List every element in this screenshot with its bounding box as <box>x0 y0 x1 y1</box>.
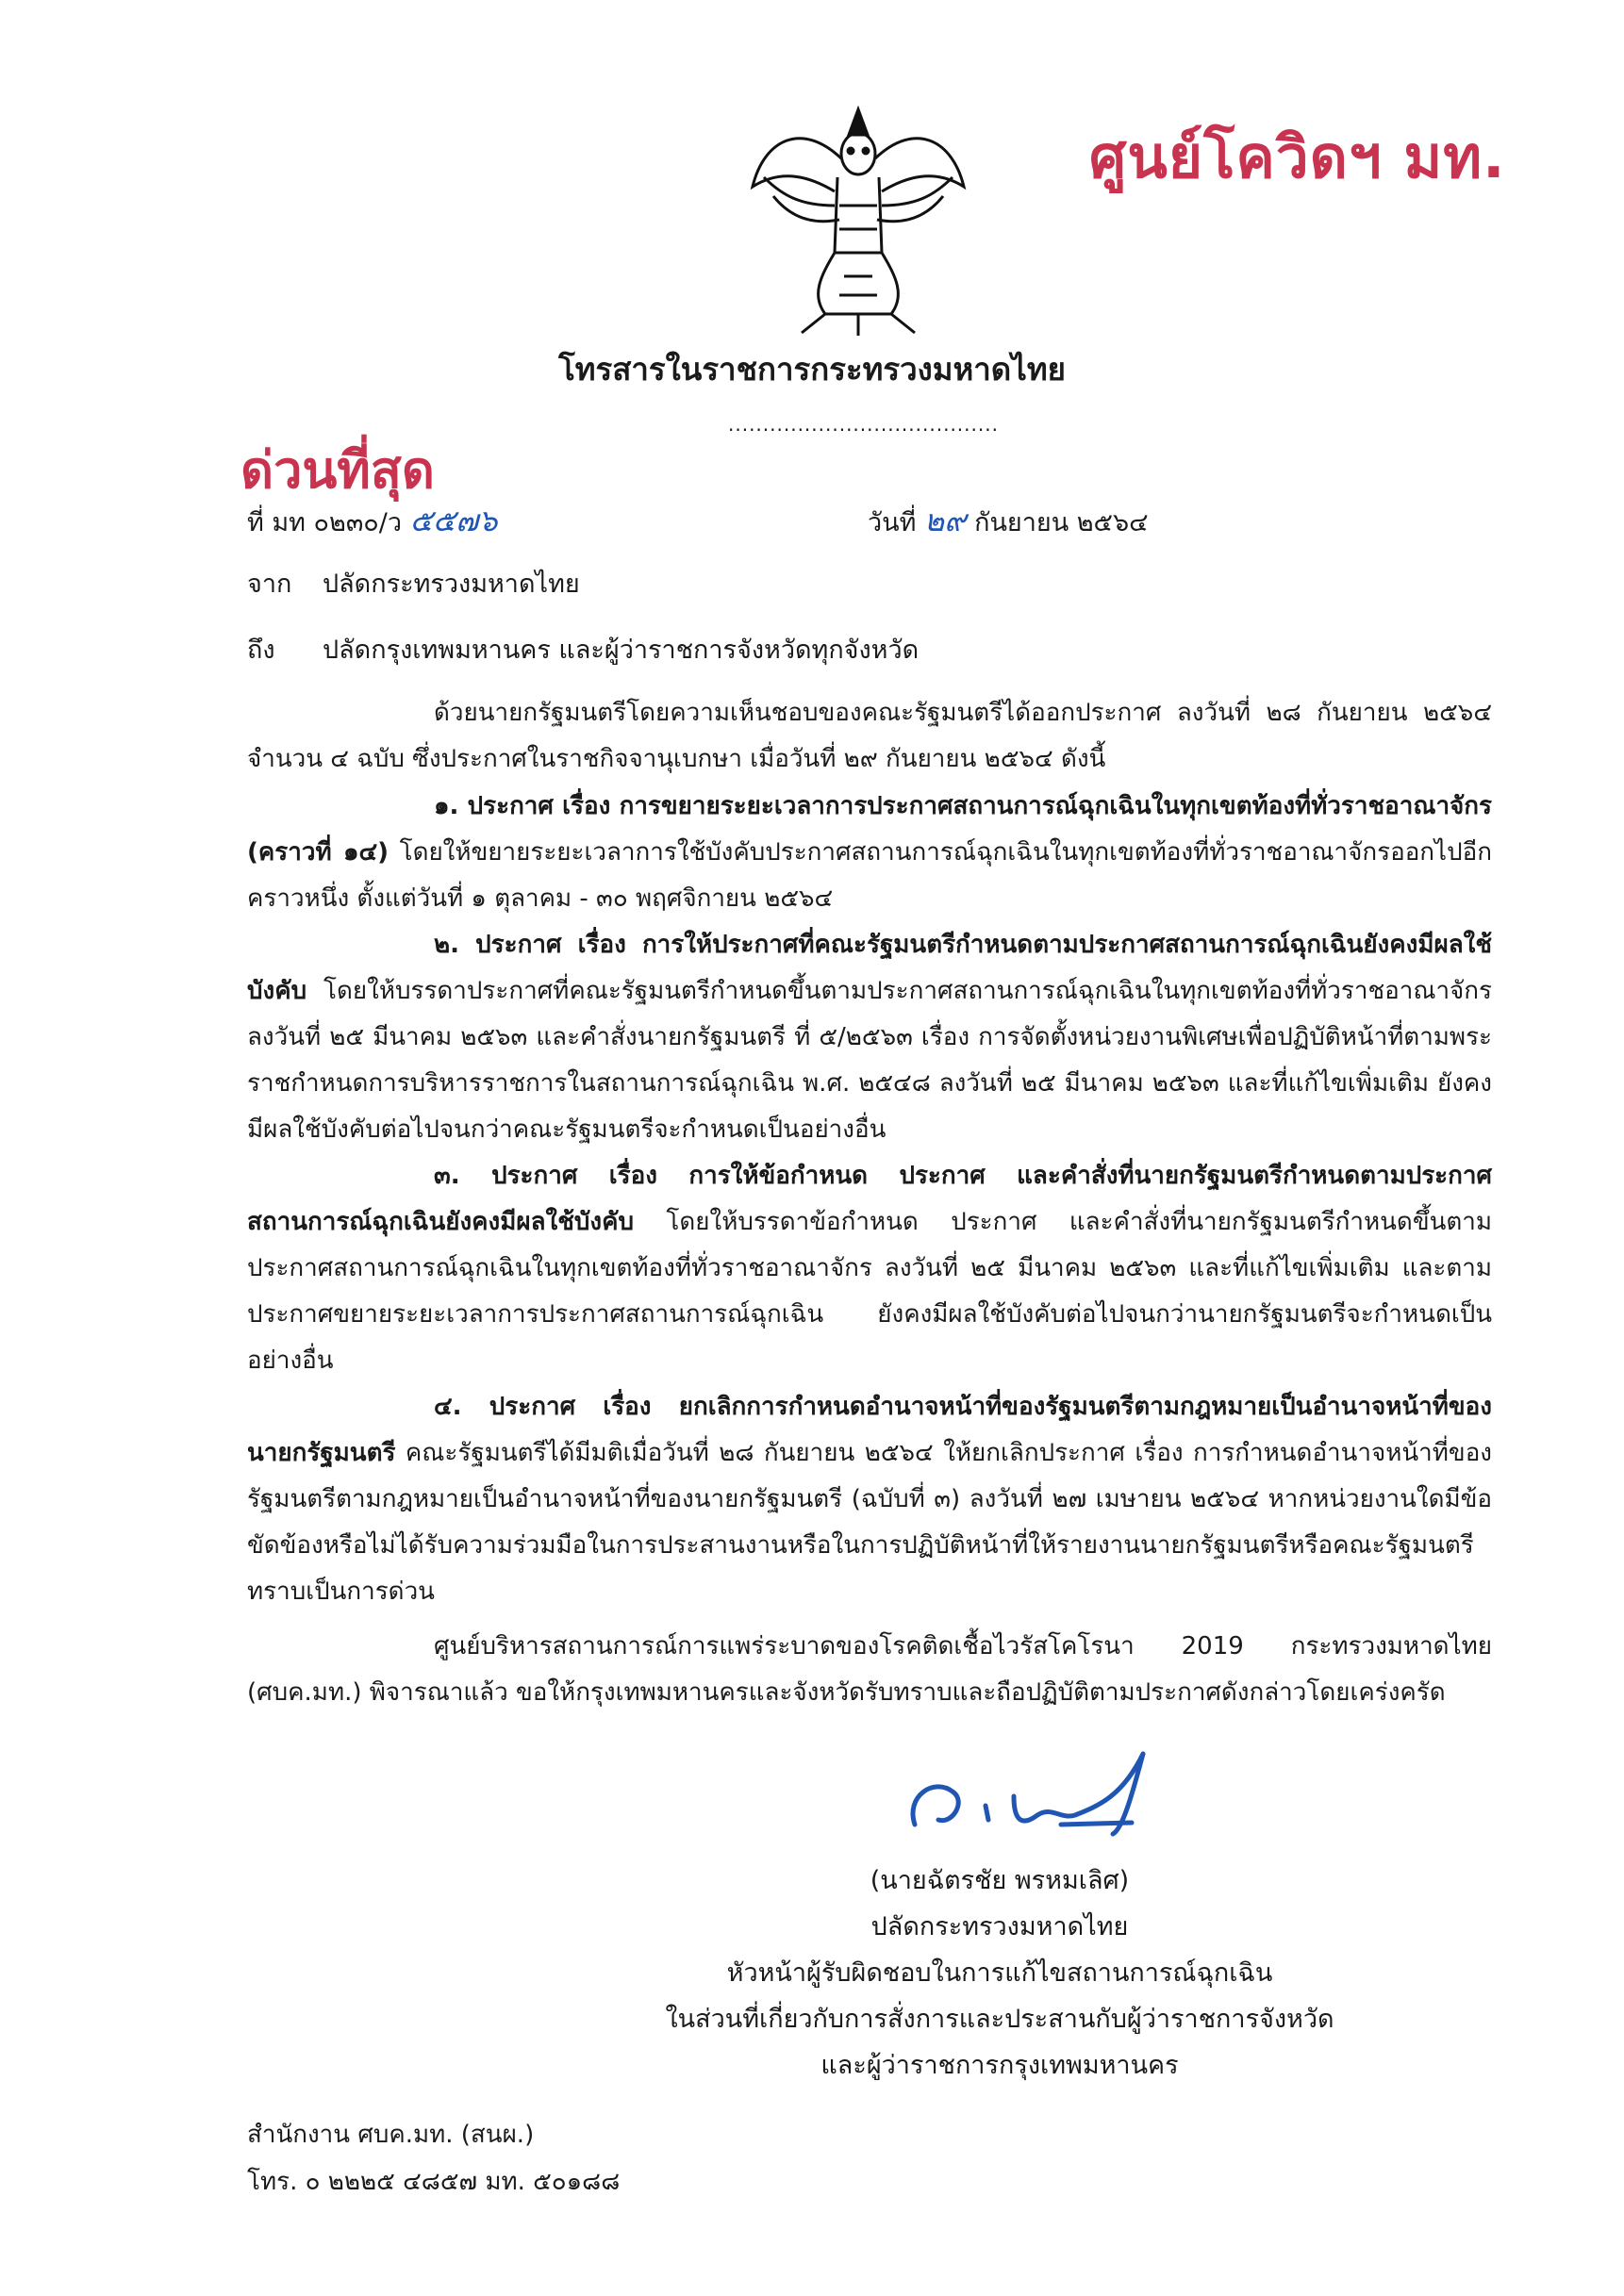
footer-phone: โทร. ๐ ๒๒๒๕ ๔๘๕๗ มท. ๕๐๑๘๘ <box>247 2168 621 2196</box>
signatory-title-1: ปลัดกระทรวงมหาดไทย <box>870 1912 1129 1941</box>
signatory-title-4: และผู้ว่าราชการกรุงเทพมหานคร <box>820 2051 1179 2080</box>
footer-office: สำนักงาน ศบค.มท. (สนผ.) <box>247 2121 535 2149</box>
to-line: ถึง ปลัดกรุงเทพมหานคร และผู้ว่าราชการจังหวัดทุกจังหวัด <box>247 636 920 665</box>
document-title: โทรสารในราชการกระทรวงมหาดไทย <box>558 351 1066 388</box>
item-4-paragraph: ๔. ประกาศ เรื่อง ยกเลิกการกำหนดอำนาจหน้าที่ของรัฐมนตรีตามกฎหมายเป็นอำนาจหน้าที่ของนายกรัฐมนตรี คณะรัฐมนตรีได้มีมติเมื่อวันที่ ๒๘ กันยายน ๒๕๖๔ ให้ยกเลิกประกาศ เรื่อง การกำหนดอำนาจหน้าที่ของรัฐมนตรีตามกฎหมายเป็นอำนาจหน้าที่ของนายกรัฐมนตรี (ฉบับที่ ๓) ลงวันที่ ๒๗ เมษายน ๒๕๖๔ หากหน่วยงานใดมีข้อขัดข้องหรือไม่ได้รับความร่วมมือในการประสานงานหรือในการปฏิบัติหน้าที่ให้รายงานนายกรัฐมนตรีหรือคณะรัฐมนตรีทราบเป็นการด่วน <box>247 1393 1492 1606</box>
signatory-name: (นายฉัตรชัย พรหมเลิศ) <box>870 1866 1130 1895</box>
from-line: จาก ปลัดกระทรวงมหาดไทย <box>247 570 580 599</box>
urgency-stamp: ด่วนที่สุด <box>240 440 435 500</box>
date-handwritten-day: ๒๙ <box>924 503 967 538</box>
item-1-paragraph: ๑. ประกาศ เรื่อง การขยายระยะเวลาการประกาศสถานการณ์ฉุกเฉินในทุกเขตท้องที่ทั่วราชอาณาจักร (คราวที่ ๑๔) โดยให้ขยายระยะเวลาการใช้บังคับประกาศสถานการณ์ฉุกเฉินในทุกเขตท้องที่ทั่วราชอาณาจักรออกไปอีกคราวหนึ่ง ตั้งแต่วันที่ ๑ ตุลาคม - ๓๐ พฤศจิกายน ๒๕๖๔ <box>247 792 1492 913</box>
signatory-title-2: หัวหน้าผู้รับผิดชอบในการแก้ไขสถานการณ์ฉุกเฉิน <box>726 1958 1273 1988</box>
intro-paragraph: ด้วยนายกรัฐมนตรีโดยความเห็นชอบของคณะรัฐมนตรีได้ออกประกาศ ลงวันที่ ๒๘ กันยายน ๒๕๖๔ จำนวน ๔ ฉบับ ซึ่งประกาศในราชกิจจานุเบกษา เมื่อวันที่ ๒๙ กันยายน ๒๕๖๔ ดังนี้ <box>247 699 1492 773</box>
garuda-emblem-icon <box>745 102 971 338</box>
document-date: วันที่ ๒๙ กันยายน ๒๕๖๔ <box>868 503 1149 538</box>
item-2-paragraph: ๒. ประกาศ เรื่อง การให้ประกาศที่คณะรัฐมนตรีกำหนดตามประกาศสถานการณ์ฉุกเฉินยังคงมีผลใช้บังคับ โดยให้บรรดาประกาศที่คณะรัฐมนตรีกำหนดขึ้นตามประกาศสถานการณ์ฉุกเฉินในทุกเขตท้องที่ทั่วราชอาณาจักร ลงวันที่ ๒๕ มีนาคม ๒๕๖๓ และคำสั่งนายกรัฐมนตรี ที่ ๕/๒๕๖๓ เรื่อง การจัดตั้งหน่วยงานพิเศษเพื่อปฏิบัติหน้าที่ตามพระราชกำหนดการบริหารราชการในสถานการณ์ฉุกเฉิน พ.ศ. ๒๕๔๘ ลงวันที่ ๒๕ มีนาคม ๒๕๖๓ และที่แก้ไขเพิ่มเติม ยังคงมีผลใช้บังคับต่อไปจนกว่าคณะรัฐมนตรีจะกำหนดเป็นอย่างอื่น <box>247 931 1492 1144</box>
signature-icon <box>896 1740 1179 1853</box>
closing-paragraph: ศูนย์บริหารสถานการณ์การแพร่ระบาดของโรคติดเชื้อไวรัสโคโรนา 2019 กระทรวงมหาดไทย (ศบค.มท.) พิจารณาแล้ว ขอให้กรุงเทพมหานครและจังหวัดรับทราบและถือปฏิบัติตามประกาศดังกล่าวโดยเคร่งครัด <box>247 1632 1492 1707</box>
dotted-line: ....................................... <box>728 413 999 436</box>
covid-center-stamp: ศูนย์โควิดฯ มท. <box>1089 123 1506 191</box>
item-3-paragraph: ๓. ประกาศ เรื่อง การให้ข้อกำหนด ประกาศ และคำสั่งที่นายกรัฐมนตรีกำหนดตามประกาศสถานการณ์ฉุกเฉินยังคงมีผลใช้บังคับ โดยให้บรรดาข้อกำหนด ประกาศ และคำสั่งที่นายกรัฐมนตรีกำหนดขึ้นตามประกาศสถานการณ์ฉุกเฉินในทุกเขตท้องที่ทั่วราชอาณาจักร ลงวันที่ ๒๕ มีนาคม ๒๕๖๓ และที่แก้ไขเพิ่มเติม และตามประกาศขยายระยะเวลาการประกาศสถานการณ์ฉุกเฉิน ยังคงมีผลใช้บังคับต่อไปจนกว่านายกรัฐมนตรีจะกำหนดเป็นอย่างอื่น <box>247 1162 1492 1375</box>
signatory-block <box>660 1858 1339 2089</box>
reference-number: ที่ มท ๐๒๓๐/ว ๕๕๗๖ <box>247 503 498 538</box>
signatory-title-3: ในส่วนที่เกี่ยวกับการสั่งการและประสานกับผู้ว่าราชการจังหวัด <box>665 2005 1334 2034</box>
reference-handwritten-number: ๕๕๗๖ <box>409 503 498 538</box>
